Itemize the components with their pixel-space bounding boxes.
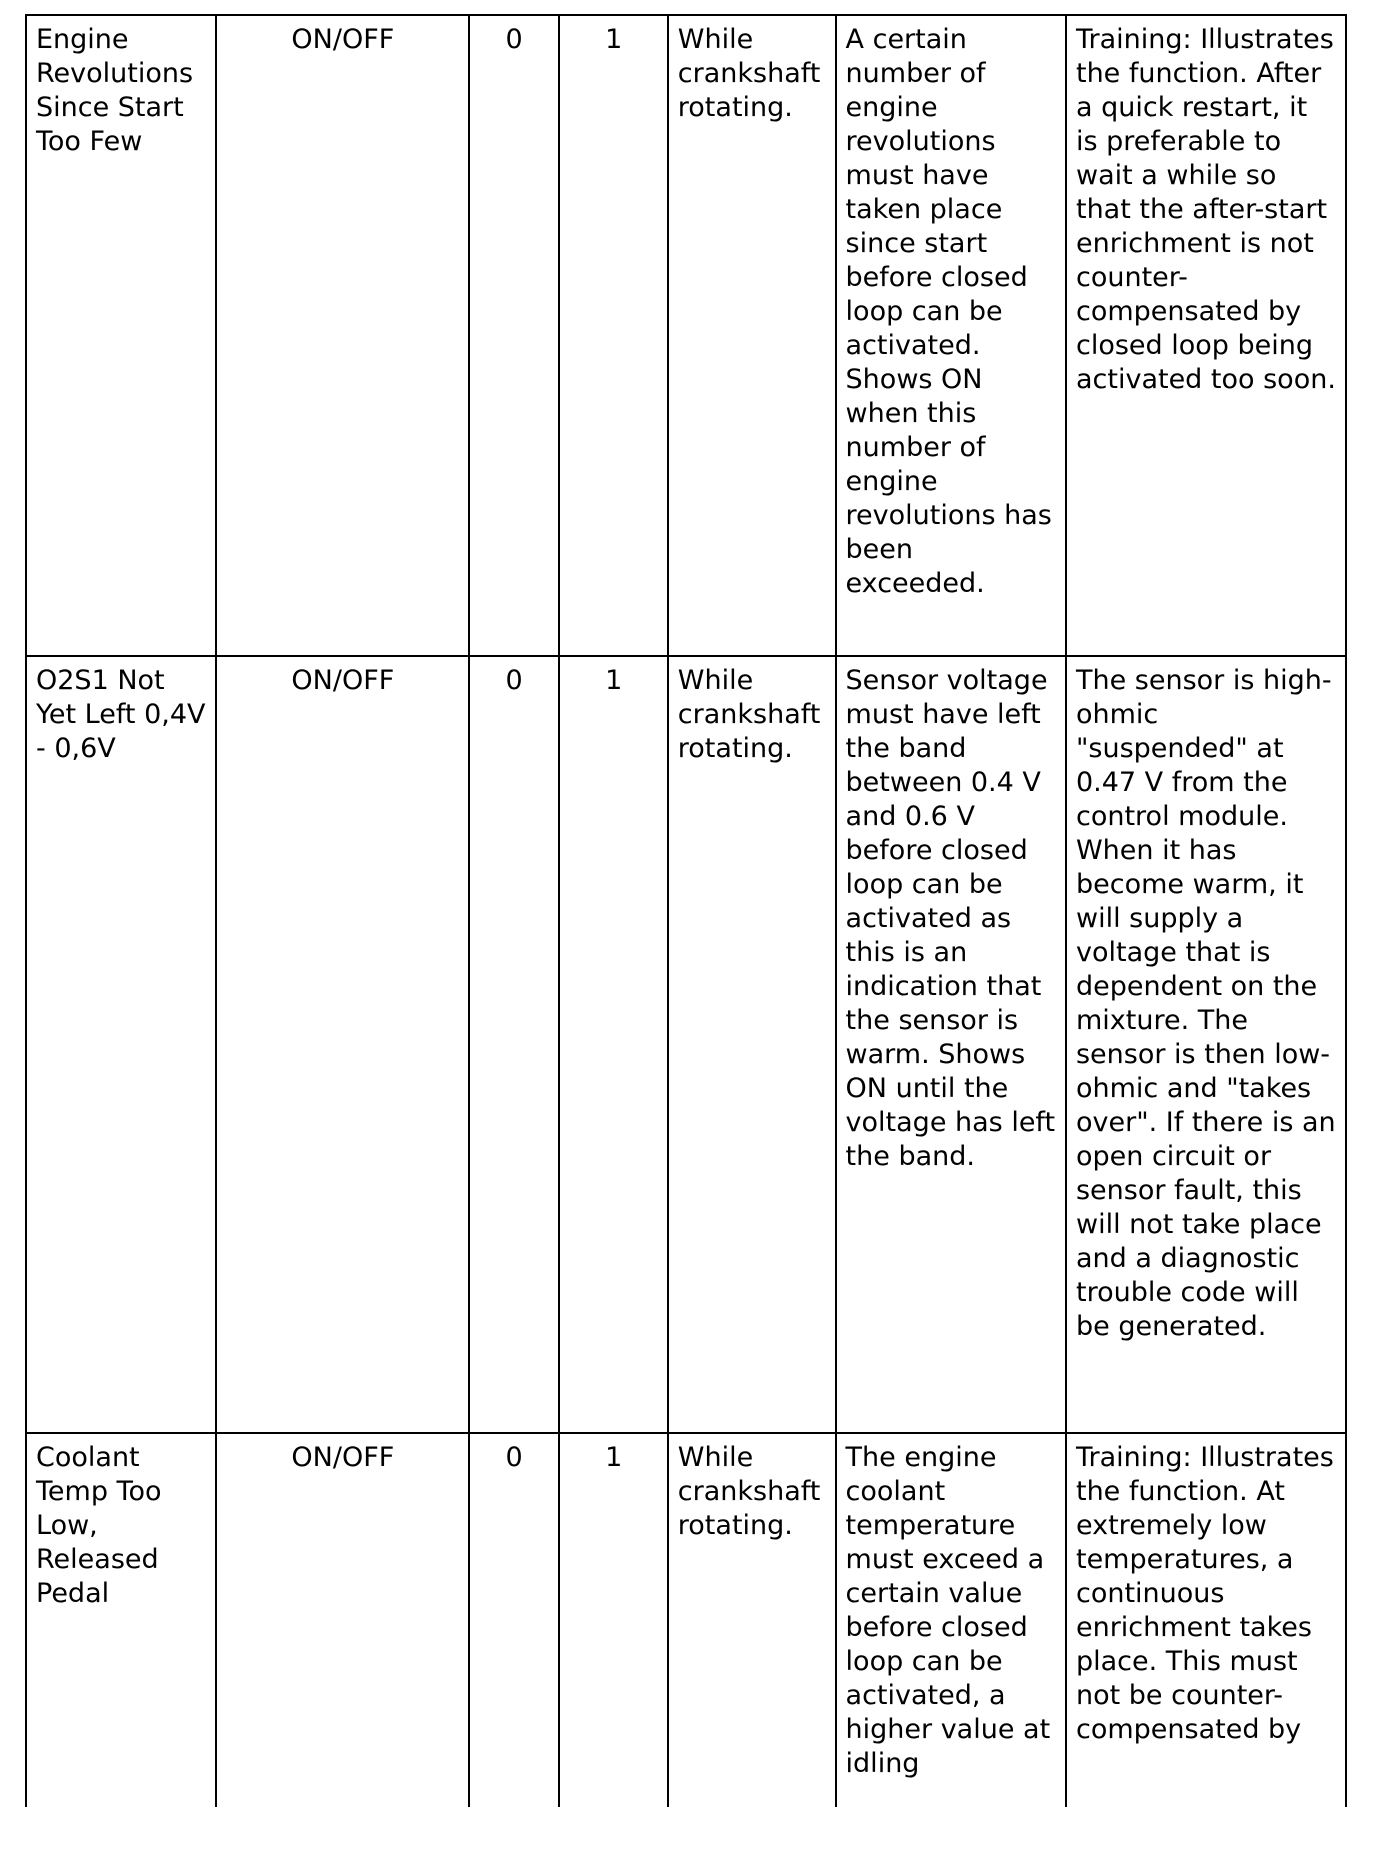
description-cell: The engine coolant temperature must exceed a certain value before closed loop can be activated, a higher value at idling — [836, 1433, 1066, 1807]
parameter-table — [25, 14, 1347, 1807]
unit-cell: ON/OFF — [216, 1433, 469, 1807]
max-value-cell: 1 — [559, 656, 668, 1433]
unit-cell: ON/OFF — [216, 15, 469, 656]
parameter-name-cell: Engine Revolutions Since Start Too Few — [26, 15, 216, 656]
min-value-cell: 0 — [469, 1433, 559, 1807]
unit-cell: ON/OFF — [216, 656, 469, 1433]
parameter-name-cell: Coolant Temp Too Low, Released Pedal — [26, 1433, 216, 1807]
table-row — [26, 1433, 1346, 1807]
description-cell: A certain number of engine revolutions must have taken place since start before closed loop can be activated. Shows ON when this number of engine revolutions has been exceeded. — [836, 15, 1066, 656]
table-row — [26, 15, 1346, 656]
max-value-cell: 1 — [559, 15, 668, 656]
condition-cell: While crankshaft rotating. — [668, 1433, 836, 1807]
condition-cell: While crankshaft rotating. — [668, 15, 836, 656]
parameter-name-cell: O2S1 Not Yet Left 0,4V - 0,6V — [26, 656, 216, 1433]
note-cell: Training: Illustrates the function. At extremely low temperatures, a continuous enrichment takes place. This must not be counter-compensated by — [1066, 1433, 1346, 1807]
description-cell: Sensor voltage must have left the band between 0.4 V and 0.6 V before closed loop can be activated as this is an indication that the sensor is warm. Shows ON until the voltage has left the band. — [836, 656, 1066, 1433]
condition-cell: While crankshaft rotating. — [668, 656, 836, 1433]
note-cell: Training: Illustrates the function. After a quick restart, it is preferable to wait a while so that the after-start enrichment is not counter-compensated by closed loop being activated too soon. — [1066, 15, 1346, 656]
max-value-cell: 1 — [559, 1433, 668, 1807]
note-cell: The sensor is high-ohmic "suspended" at 0.47 V from the control module. When it has become warm, it will supply a voltage that is dependent on the mixture. The sensor is then low-ohmic and "takes over". If there is an open circuit or sensor fault, this will not take place and a diagnostic trouble code will be generated. — [1066, 656, 1346, 1433]
table-row — [26, 656, 1346, 1433]
min-value-cell: 0 — [469, 656, 559, 1433]
min-value-cell: 0 — [469, 15, 559, 656]
